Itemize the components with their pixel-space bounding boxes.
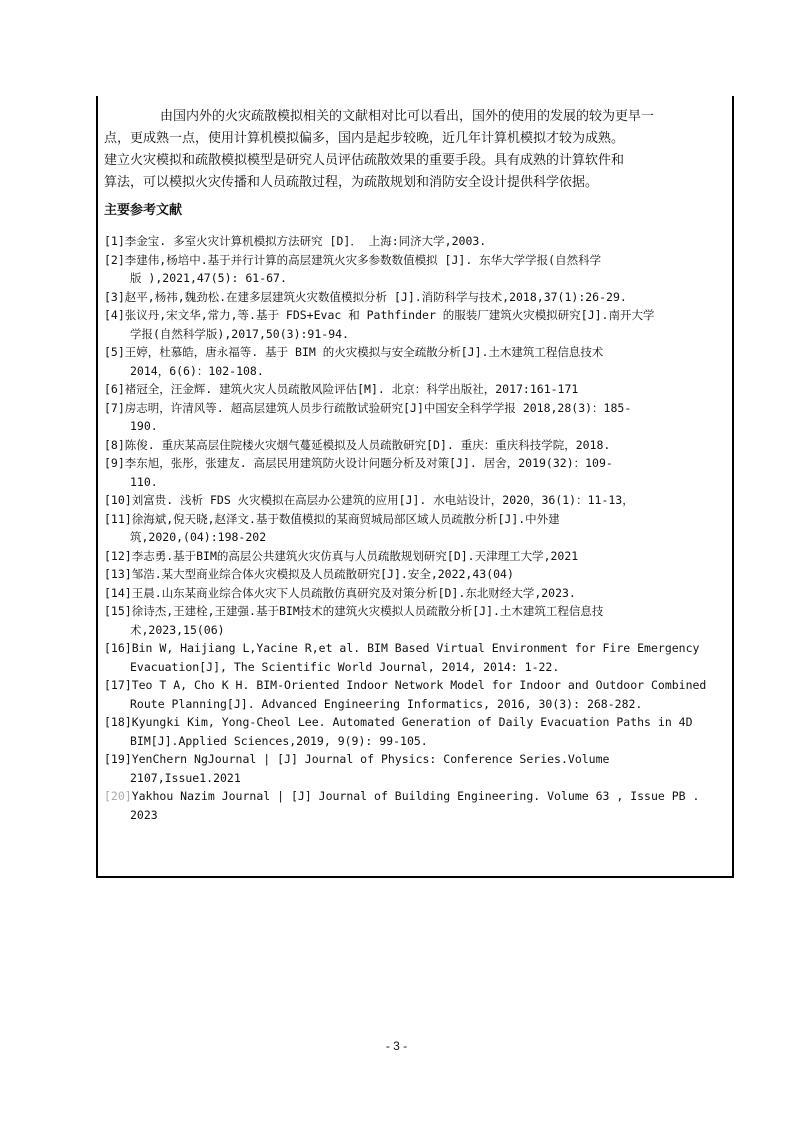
references-heading: 主要参考文献 — [104, 203, 183, 218]
reference-number: [13] — [104, 567, 132, 581]
reference-number: [2] — [104, 252, 125, 267]
reference-text: Route Planning[J]. Advanced Engineering Informatics, 2016, 30(3): 268-282. — [130, 696, 643, 711]
reference-number: [14] — [104, 585, 132, 600]
reference-line — [104, 547, 729, 566]
reference-text: 李金宝. 多室火灾计算机模拟方法研究 [D]． 上海:同济大学,2003. — [124, 234, 487, 248]
reference-text: BIM[J].Applied Sciences,2019, 9(9): 99-105. — [130, 733, 428, 748]
reference-item — [104, 510, 729, 547]
reference-item — [104, 547, 729, 566]
reference-number: [20] — [104, 789, 132, 803]
reference-line — [104, 325, 729, 344]
reference-item — [104, 306, 729, 343]
reference-line — [104, 732, 729, 751]
reference-text: 2107,Issue1.2021 — [130, 770, 241, 785]
reference-line — [104, 806, 729, 825]
reference-text: 邹浩.某大型商业综合体火灾模拟及人员疏散研究[J].安全,2022,43(04) — [131, 567, 514, 581]
reference-line — [104, 787, 729, 806]
reference-item — [104, 454, 729, 491]
reference-line — [104, 695, 729, 714]
reference-text: Evacuation[J], The Scientific World Journal, 2014, 2014: 1-22. — [130, 659, 560, 674]
reference-number: [15] — [104, 604, 132, 618]
reference-line — [104, 454, 729, 473]
reference-number: [1] — [104, 234, 125, 248]
reference-text: 陈俊. 重庆某高层住院楼火灾烟气蔓延模拟及人员疏散研究[D]. 重庆：重庆科技学院，2018. — [124, 437, 611, 452]
reference-number: [8] — [104, 437, 125, 452]
reference-number: [6] — [104, 382, 125, 396]
reference-line — [104, 491, 729, 510]
reference-number: [12] — [104, 548, 132, 563]
reference-line — [104, 417, 729, 436]
reference-item — [104, 602, 729, 639]
reference-text: YenChern NgJournal | [J] Journal of Physics: Conference Series.Volume — [131, 752, 610, 766]
reference-item — [104, 343, 729, 380]
reference-line — [104, 676, 729, 695]
reference-item — [104, 232, 729, 251]
reference-text: Yakhou Nazim Journal | [J] Journal of Building Engineering. Volume 63 , Issue PB . — [131, 789, 700, 803]
reference-text: 王婷，杜慕皓，唐永福等. 基于 BIM 的火灾模拟与安全疏散分析[J].土木建筑工程信息技术 — [124, 345, 604, 359]
reference-line — [104, 639, 729, 658]
reference-line — [104, 528, 729, 547]
reference-number: [19] — [104, 752, 132, 766]
reference-number: [18] — [104, 715, 132, 729]
paragraph-line: 由国内外的火灾疏散模拟相关的文献相对比可以看出，国外的使用的发展的较为更早一 — [160, 109, 655, 124]
page-number: - 3 - — [385, 1039, 408, 1053]
reference-line — [104, 584, 729, 603]
reference-text: 张议丹,宋文华,常力,等.基于 FDS+Evac 和 Pathfinder 的服装厂建筑火灾模拟研究[J].南开大学 — [124, 308, 655, 322]
reference-line — [104, 399, 729, 418]
reference-text: 术,2023,15(06) — [130, 622, 225, 637]
reference-line — [104, 362, 729, 381]
reference-line — [104, 343, 729, 362]
reference-line — [104, 269, 729, 288]
paragraph-line: 点，更成熟一点，使用计算机模拟偏多，国内是起步较晚，近几年计算机模拟才较为成熟。 — [104, 131, 625, 146]
reference-list — [104, 232, 729, 824]
reference-item — [104, 676, 729, 713]
reference-text: 褚冠全，汪金辉. 建筑火灾人员疏散风险评估[M]. 北京：科学出版社，2017:161-171 — [124, 382, 579, 396]
reference-text: 2023 — [130, 807, 158, 822]
reference-item — [104, 251, 729, 288]
reference-number: [16] — [104, 641, 132, 655]
reference-line — [104, 602, 729, 621]
reference-item — [104, 584, 729, 603]
reference-text: Kyungki Kim, Yong-Cheol Lee. Automated Generation of Daily Evacuation Paths in 4D — [131, 715, 693, 729]
reference-text: 190. — [130, 419, 158, 433]
reference-number: [17] — [104, 678, 132, 692]
reference-text: 李东旭，张彤，张建友. 高层民用建筑防火设计问题分析及对策[J]. 居舍，2019(32)：109- — [124, 456, 613, 470]
reference-number: [11] — [104, 511, 132, 526]
reference-item — [104, 288, 729, 307]
reference-number: [7] — [104, 400, 125, 415]
reference-item — [104, 639, 729, 676]
reference-item — [104, 399, 729, 436]
reference-text: 徐诗杰,王建栓,王建强.基于BIM技术的建筑火灾模拟人员疏散分析[J].土木建筑工程信息技 — [131, 604, 604, 618]
paragraph-line: 算法，可以模拟火灾传播和人员疏散过程，为疏散规划和消防安全设计提供科学依据。 — [104, 175, 599, 190]
reference-number: [9] — [104, 456, 125, 470]
reference-line — [104, 510, 729, 529]
paragraph-line: 建立火灾模拟和疏散模拟模型是研究人员评估疏散效果的重要手段。具有成熟的计算软件和 — [104, 153, 625, 168]
reference-text: 王晨.山东某商业综合体火灾下人员疏散仿真研究及对策分析[D].东北财经大学,2023. — [131, 585, 576, 600]
reference-line — [104, 288, 729, 307]
reference-item — [104, 787, 729, 824]
reference-line — [104, 436, 729, 455]
reference-text: 李建伟,杨培中.基于并行计算的高层建筑火灾多参数数值模拟 [J]. 东华大学学报(自然科学 — [124, 252, 602, 267]
reference-text: 筑,2020,(04):198-202 — [130, 530, 267, 544]
reference-line — [104, 380, 729, 399]
reference-number: [10] — [104, 493, 132, 507]
body-paragraph — [104, 106, 724, 194]
reference-text: 房志明，许清风等. 超高层建筑人员步行疏散试验研究[J]中国安全科学学报 2018,28(3)：185- — [124, 400, 632, 415]
reference-item — [104, 491, 729, 510]
reference-line — [104, 621, 729, 640]
reference-text: 赵平,杨祎,魏劲松.在建多层建筑火灾数值模拟分析 [J].消防科学与技术,2018,37(1):26-29. — [124, 289, 627, 304]
reference-text: 刘富贵. 浅析 FDS 火灾模拟在高层办公建筑的应用[J]. 水电站设计，2020，36(1)：11-13， — [131, 493, 634, 507]
reference-text: Teo T A, Cho K H. BIM-Oriented Indoor Network Model for Indoor and Outdoor Combined — [131, 678, 707, 692]
reference-line — [104, 769, 729, 788]
reference-line — [104, 473, 729, 492]
reference-item — [104, 436, 729, 455]
reference-line — [104, 750, 729, 769]
reference-text: Bin W, Haijiang L,Yacine R,et al. BIM Based Virtual Environment for Fire Emergency — [131, 641, 700, 655]
reference-item — [104, 565, 729, 584]
reference-text: 李志勇.基于BIM的高层公共建筑火灾仿真与人员疏散规划研究[D].天津理工大学,2021 — [131, 548, 579, 563]
reference-line — [104, 658, 729, 677]
reference-number: [4] — [104, 308, 125, 322]
reference-text: 版 ),2021,47(5): 61-67. — [130, 271, 287, 285]
reference-line — [104, 232, 729, 251]
reference-item — [104, 750, 729, 787]
reference-line — [104, 713, 729, 732]
reference-text: 学报(自然科学版),2017,50(3):91-94. — [130, 326, 349, 341]
reference-text: 110. — [130, 474, 158, 489]
reference-item — [104, 713, 729, 750]
reference-number: [3] — [104, 289, 125, 304]
reference-item — [104, 380, 729, 399]
reference-line — [104, 251, 729, 270]
reference-line — [104, 306, 729, 325]
reference-text: 2014，6(6)：102-108. — [130, 363, 264, 378]
reference-text: 徐海斌,倪天晓,赵泽文.基于数值模拟的某商贸城局部区域人员疏散分析[J].中外建 — [131, 511, 560, 526]
reference-line — [104, 565, 729, 584]
reference-number: [5] — [104, 345, 125, 359]
